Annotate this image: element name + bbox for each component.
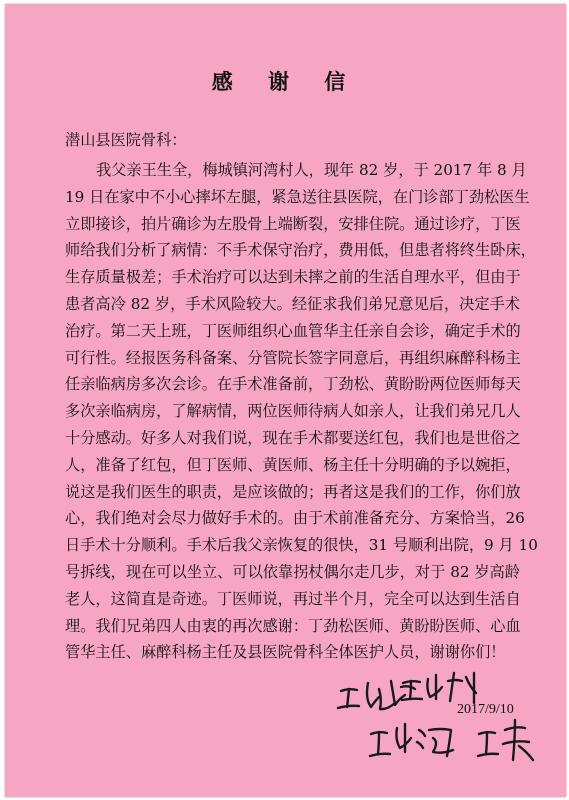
body-line: 人，准备了红包，但丁医师、黄医师、杨主任十分明确的予以婉拒， (65, 455, 521, 474)
body-line: 十分感动。好多人对我们说，现在手术都要送红包，我们也是世俗之 (65, 428, 521, 447)
body-line: 生存质量极差；手术治疗可以达到未摔之前的生活自理水平，但由于 (65, 268, 521, 287)
body-line: 号拆线，现在可以坐立、可以依靠拐杖偶尔走几步，对于 82 岁高龄 (65, 562, 520, 581)
body-line: 可行性。经报医务科备案、分管院长签字同意后，再组织麻醉科杨主 (65, 348, 521, 367)
body-line: 我父亲王生全，梅城镇河湾村人，现年 82 岁，于 2017 年 8 月 (96, 161, 527, 179)
body-line: 日手术十分顺利。手术后我父亲恢复的很快，31 号顺利出院，9 月 10 (65, 536, 538, 555)
body-line: 任亲临病房多次会诊。在手术准备前，丁劲松、黄盼盼两位医师每天 (65, 375, 521, 394)
body-line: 老人，这简直是奇迹。丁医师说，再过半个月，完全可以达到生活自 (65, 589, 521, 608)
letter-paper (5, 4, 566, 797)
letter-body (65, 157, 538, 666)
body-line: 说这是我们医生的职责，是应该做的；再者这是我们的工作，你们放 (65, 482, 521, 501)
signature-3 (367, 716, 477, 768)
body-line: 理。我们兄弟四人由衷的再次感谢：丁劲松医师、黄盼盼医师、心血 (65, 616, 521, 635)
body-line: 心，我们绝对会尽力做好手术的。由于术前准备充分、方案恰当，26 (65, 509, 525, 528)
signature-2 (400, 669, 490, 709)
letter-title: 感 谢 信 (211, 69, 360, 94)
body-line: 管华主任、麻醉科杨主任及县医院骨科全体医护人员，谢谢你们！ (65, 643, 506, 662)
body-line: 师给我们分析了病情：不手术保守治疗，费用低，但患者将终生卧床， (65, 241, 536, 260)
body-line: 治疗。第二天上班，丁医师组织心血管华主任亲自会诊，确定手术的 (65, 321, 521, 340)
body-line: 患者高冷 82 岁，手术风险较大。经征求我们弟兄意见后，决定手术 (65, 294, 520, 313)
letter-date: 2017/9/10 (457, 702, 514, 717)
signature-4 (475, 716, 555, 768)
salutation: 潜山县医院骨科： (65, 131, 187, 149)
body-line: 19 日在家中不小心摔坏左腿，紧急送往县医院，在门诊部丁劲松医生 (65, 187, 530, 206)
body-line: 立即接诊，拍片确诊为左股骨上端断裂，安排住院。通过诊疗，丁医 (65, 214, 521, 233)
body-line: 多次亲临病房，了解病情，两位医师待病人如亲人，让我们弟兄几人 (65, 402, 521, 421)
